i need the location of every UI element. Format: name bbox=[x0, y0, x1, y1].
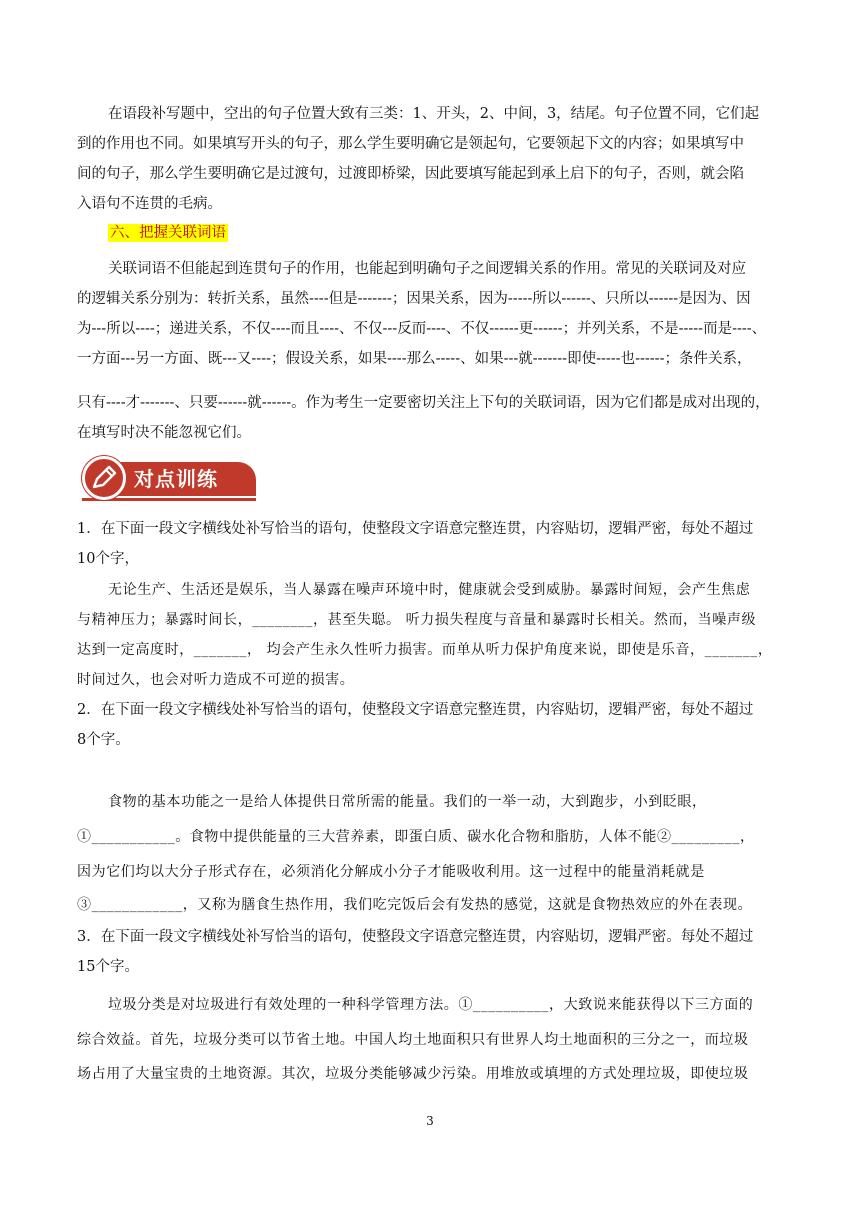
question-prompt: 1．在下面一段文字横线处补写恰当的语句，使整段文字语意完整连贯，内容贴切，逻辑严密，每处不超过 bbox=[77, 521, 754, 537]
banner-title: 对点训练 bbox=[134, 467, 218, 491]
passage-line: 时间过久，也会对听力造成不可逆的损害。 bbox=[77, 672, 355, 688]
passage-line: 因为它们均以大分子形式存在，必须消化分解成小分子才能吸收利用。这一过程中的能量消耗就是 bbox=[77, 864, 705, 880]
paragraph-line: 到的作用也不同。如果填写开头的句子，那么学生要明确它是领起句，它要领起下文的内容；如果填写中 bbox=[77, 136, 744, 152]
section-heading: 六、把握关联词语 bbox=[110, 225, 226, 241]
banner-badge bbox=[82, 456, 126, 500]
question-prompt: 15个字。 bbox=[77, 959, 139, 975]
question-prompt: 10个字， bbox=[77, 551, 139, 567]
passage-line: 与精神压力；暴露时间长，________，甚至失聪。 听力损失程度与音量和暴露时长相关。然而，当噪声级 bbox=[77, 612, 757, 628]
question-prompt: 2．在下面一段文字横线处补写恰当的语句，使整段文字语意完整连贯，内容贴切，逻辑严密，每处不超过 bbox=[77, 702, 754, 718]
passage-line: 达到一定高度时，_______， 均会产生永久性听力损害。而单从听力保护角度来说，即使是乐音，_______， bbox=[77, 642, 773, 658]
passage-line: ③____________，又称为膳食生热作用，我们吃完饭后会有发热的感觉，这就是食物热效应的外在表现。 bbox=[77, 897, 753, 913]
passage-line: ①___________。食物中提供能量的三大营养素，即蛋白质、碳水化合物和脂肪，人体不能②_________， bbox=[77, 829, 755, 845]
passage-line: 垃圾分类是对垃圾进行有效处理的一种科学管理方法。①__________，大致说来能获得以下三方面的 bbox=[108, 997, 754, 1013]
paragraph-line: 入语句不连贯的毛病。 bbox=[77, 196, 222, 212]
paragraph-line: 的逻辑关系分别为：转折关系，虽然----但是-------；因果关系，因为-----所以------、只所以------是因为、因 bbox=[77, 291, 751, 307]
paragraph-line: 关联词语不但能起到连贯句子的作用，也能起到明确句子之间逻辑关系的作用。常见的关联词及对应 bbox=[108, 261, 746, 277]
pencil-icon bbox=[85, 459, 123, 497]
passage-line: 无论生产、生活还是娱乐，当人暴露在噪声环境中时，健康就会受到威胁。暴露时间短，会产生焦虑 bbox=[108, 582, 751, 598]
paragraph-line: 一方面---另一方面、既---又----；假设关系，如果----那么-----、如果---就-------即使-----也------；条件关系， bbox=[77, 351, 752, 367]
page-number: 3 bbox=[426, 1114, 434, 1128]
paragraph-line: 在填写时决不能忽视它们。 bbox=[77, 425, 251, 441]
paragraph-line: 在语段补写题中，空出的句子位置大致有三类：1、开头，2、中间，3，结尾。句子位置不同，它们起 bbox=[108, 106, 760, 122]
practice-banner bbox=[82, 456, 256, 500]
passage-line: 综合效益。首先，垃圾分类可以节省土地。中国人均土地面积只有世界人均土地面积的三分之一，而垃圾 bbox=[77, 1032, 749, 1048]
passage-line: 场占用了大量宝贵的土地资源。其次，垃圾分类能够减少污染。用堆放或填埋的方式处理垃圾，即使垃圾 bbox=[77, 1066, 749, 1082]
question-prompt: 3．在下面一段文字横线处补写恰当的语句，使整段文字语意完整连贯，内容贴切，逻辑严密。每处不超过 bbox=[77, 929, 754, 945]
paragraph-line: 只有----才-------、只要------就------。作为考生一定要密切关注上下句的关联词语，因为它们都是成对出现的， bbox=[77, 395, 770, 411]
paragraph-line: 为---所以----；递进关系，不仅----而且----、不仅---反而----、不仅------更------；并列关系，不是-----而是----、 bbox=[77, 321, 767, 337]
question-prompt: 8个字。 bbox=[77, 732, 130, 748]
passage-line: 食物的基本功能之一是给人体提供日常所需的能量。我们的一举一动，大到跑步，小到眨眼， bbox=[108, 794, 707, 810]
paragraph-line: 间的句子，那么学生要明确它是过渡句，过渡即桥梁，因此要填写能起到承上启下的句子，否则，就会陷 bbox=[77, 166, 744, 182]
